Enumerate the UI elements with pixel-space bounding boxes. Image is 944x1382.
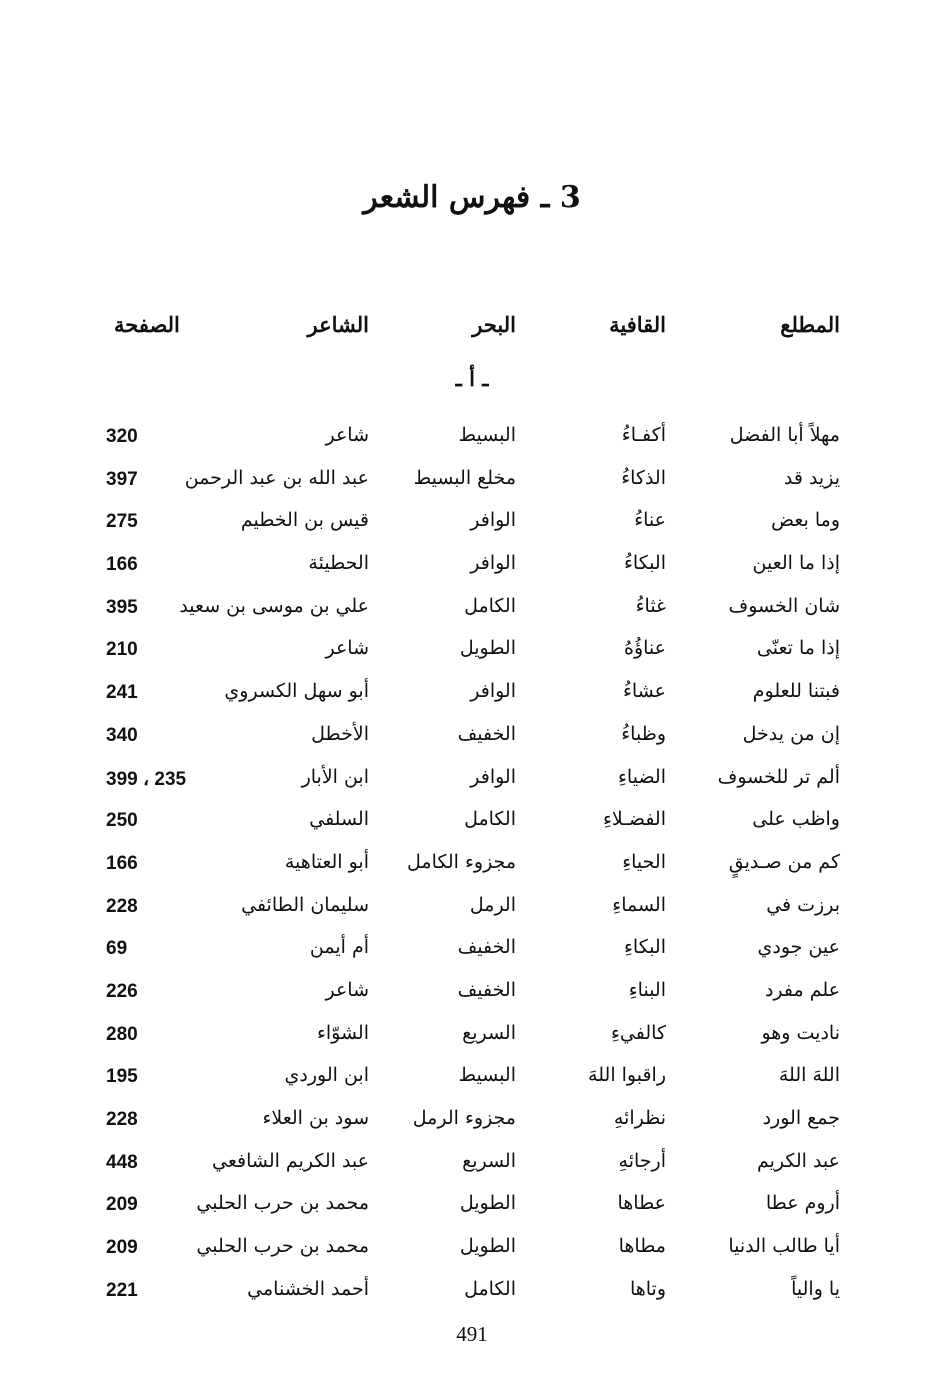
header-page: الصفحة	[114, 312, 180, 337]
cell-page: 397	[106, 468, 138, 490]
cell-matla: اللهَ اللهَ	[778, 1064, 840, 1087]
cell-bahr: الخفيف	[457, 936, 516, 959]
cell-qafiya: راقبوا اللهَ	[588, 1064, 666, 1087]
table-row	[0, 1058, 944, 1101]
cell-matla: إن من يدخل	[742, 722, 840, 745]
cell-bahr: السريع	[462, 1021, 516, 1044]
cell-bahr: الوافر	[470, 680, 516, 703]
cell-shaer: سود بن العلاء	[262, 1107, 369, 1129]
cell-matla: أروم عطا	[765, 1192, 840, 1215]
cell-shaer: محمد بن حرب الحلبي	[196, 1235, 369, 1258]
table-row	[0, 546, 944, 589]
table-row	[0, 760, 944, 803]
cell-bahr: مخلع البسيط	[413, 466, 516, 489]
cell-bahr: الوافر	[470, 552, 516, 575]
cell-bahr: الطويل	[459, 637, 516, 660]
cell-matla: إذا ما تعنّى	[756, 637, 840, 660]
cell-matla: إذا ما العين	[752, 552, 840, 575]
table-row	[0, 674, 944, 717]
cell-qafiya: الضياءِ	[617, 765, 666, 788]
table-row	[0, 1186, 944, 1229]
cell-matla: وما بعض	[771, 509, 840, 532]
cell-matla: كم من صـديقٍ	[728, 850, 840, 873]
table-row	[0, 503, 944, 546]
table-row	[0, 1272, 944, 1315]
cell-shaer: أم أيمن	[309, 936, 369, 959]
cell-page: 280	[106, 1023, 138, 1045]
table-header	[0, 312, 944, 346]
cell-matla: فبتنا للعلوم	[752, 680, 840, 703]
cell-qafiya: الفضـلاءِ	[603, 808, 666, 831]
cell-qafiya: أكفـاءُ	[621, 424, 666, 446]
cell-shaer: عبد الله بن عبد الرحمن	[184, 466, 369, 489]
cell-shaer: أبو العتاهية	[284, 850, 369, 873]
cell-qafiya: مطاها	[618, 1235, 666, 1258]
cell-qafiya: الذكاءُ	[621, 466, 666, 489]
cell-shaer: ابن الوردي	[284, 1064, 369, 1087]
cell-shaer: شاعر	[325, 978, 369, 1001]
cell-page: 221	[106, 1279, 138, 1301]
cell-page: 241	[106, 682, 138, 704]
cell-bahr: مجزوء الرمل	[412, 1107, 516, 1129]
cell-bahr: الخفيف	[457, 978, 516, 1001]
cell-matla: مهلاً أبا الفضل	[729, 424, 840, 446]
cell-matla: ألم تر للخسوف	[717, 765, 840, 788]
cell-matla: عين جودي	[757, 936, 840, 959]
table-row	[0, 717, 944, 760]
cell-qafiya: البناءِ	[628, 978, 666, 1001]
cell-bahr: الكامل	[464, 594, 516, 617]
cell-page: 210	[106, 639, 138, 661]
cell-page: 448	[106, 1151, 138, 1173]
table-row	[0, 589, 944, 632]
header-shaer: الشاعر	[307, 312, 369, 337]
cell-matla: واظب على	[752, 808, 840, 831]
cell-matla: علم مفرد	[764, 978, 840, 1001]
cell-matla: شان الخسوف	[728, 594, 840, 617]
cell-qafiya: نظرائهِ	[613, 1107, 666, 1129]
cell-shaer: الحطيئة	[308, 552, 369, 575]
index-table	[0, 418, 944, 1314]
cell-bahr: السريع	[462, 1149, 516, 1172]
table-row	[0, 1144, 944, 1187]
section-letter: ـ أ ـ	[455, 366, 489, 391]
cell-bahr: الوافر	[470, 509, 516, 532]
cell-shaer: السلفي	[309, 808, 369, 831]
cell-qafiya: عناؤُهُ	[624, 637, 666, 660]
cell-qafiya: عناءُ	[634, 509, 666, 532]
cell-qafiya: كالفيءِ	[610, 1021, 666, 1044]
cell-page: 250	[106, 810, 138, 832]
cell-shaer: أحمد الخشنامي	[247, 1277, 369, 1300]
cell-shaer: سليمان الطائفي	[241, 893, 369, 916]
cell-shaer: محمد بن حرب الحلبي	[196, 1192, 369, 1215]
cell-bahr: البسيط	[458, 424, 516, 446]
table-row	[0, 1229, 944, 1272]
cell-bahr: الرمل	[469, 893, 516, 916]
cell-page: 209	[106, 1237, 138, 1259]
cell-page: 399 ، 235	[106, 768, 187, 790]
header-qafiya: القافية	[609, 312, 666, 337]
cell-page: 320	[106, 426, 138, 447]
cell-shaer: الشوّاء	[316, 1021, 369, 1044]
table-row	[0, 802, 944, 845]
cell-qafiya: الحياءِ	[622, 850, 666, 873]
cell-page: 195	[106, 1066, 138, 1088]
cell-bahr: الطويل	[459, 1192, 516, 1215]
cell-page: 209	[106, 1194, 138, 1216]
cell-qafiya: السماءِ	[612, 893, 666, 916]
cell-qafiya: البكاءِ	[623, 936, 666, 959]
header-bahr: البحر	[472, 312, 516, 337]
cell-page: 340	[106, 724, 138, 746]
cell-bahr: الكامل	[464, 1277, 516, 1300]
cell-bahr: الوافر	[470, 765, 516, 788]
cell-qafiya: البكاءُ	[623, 552, 666, 575]
cell-bahr: مجزوء الكامل	[407, 850, 516, 873]
cell-page: 166	[106, 852, 138, 874]
table-row	[0, 418, 944, 461]
cell-shaer: قيس بن الخطيم	[240, 509, 369, 532]
page-number: 491	[456, 1322, 488, 1346]
table-row	[0, 845, 944, 888]
cell-page: 275	[106, 511, 138, 533]
cell-shaer: أبو سهل الكسروي	[224, 680, 369, 703]
cell-page: 395	[106, 596, 138, 618]
cell-matla: جمع الورد	[762, 1107, 840, 1129]
table-row	[0, 461, 944, 504]
cell-shaer: عبد الكريم الشافعي	[212, 1149, 369, 1172]
cell-shaer: الأخطل	[311, 722, 369, 745]
cell-page: 166	[106, 554, 138, 576]
cell-matla: يزيد قد	[783, 466, 840, 489]
cell-page: 228	[106, 1109, 138, 1130]
header-matla: المطلع	[780, 312, 840, 337]
cell-matla: برزت في	[766, 893, 840, 916]
cell-qafiya: غثاءُ	[635, 594, 666, 617]
table-row	[0, 1101, 944, 1144]
table-row	[0, 1016, 944, 1059]
cell-matla: أيا طالب الدنيا	[728, 1235, 840, 1258]
table-row	[0, 973, 944, 1016]
cell-qafiya: عشاءُ	[622, 680, 666, 703]
cell-qafiya: أرجائهِ	[618, 1149, 666, 1172]
cell-shaer: ابن الأبار	[301, 765, 369, 788]
cell-qafiya: وظباءُ	[621, 722, 666, 745]
cell-page: 228	[106, 895, 138, 917]
cell-bahr: البسيط	[458, 1064, 516, 1087]
cell-qafiya: عطاها	[617, 1192, 666, 1215]
cell-shaer: شاعر	[325, 637, 369, 660]
table-row	[0, 888, 944, 931]
cell-bahr: الخفيف	[457, 722, 516, 745]
cell-shaer: علي بن موسى بن سعيد	[179, 594, 369, 617]
cell-qafiya: وتاها	[629, 1277, 666, 1300]
cell-matla: ناديت وهو	[761, 1021, 840, 1044]
table-row	[0, 631, 944, 674]
cell-matla: عبد الكريم	[756, 1149, 840, 1172]
cell-page: 226	[106, 980, 138, 1002]
cell-bahr: الكامل	[464, 808, 516, 831]
cell-shaer: شاعر	[325, 424, 369, 446]
cell-page: 69	[106, 938, 128, 960]
table-row	[0, 930, 944, 973]
cell-bahr: الطويل	[459, 1235, 516, 1258]
cell-matla: يا والياً	[791, 1277, 840, 1300]
page-title: 3 ـ فهرس الشعر	[363, 180, 581, 215]
